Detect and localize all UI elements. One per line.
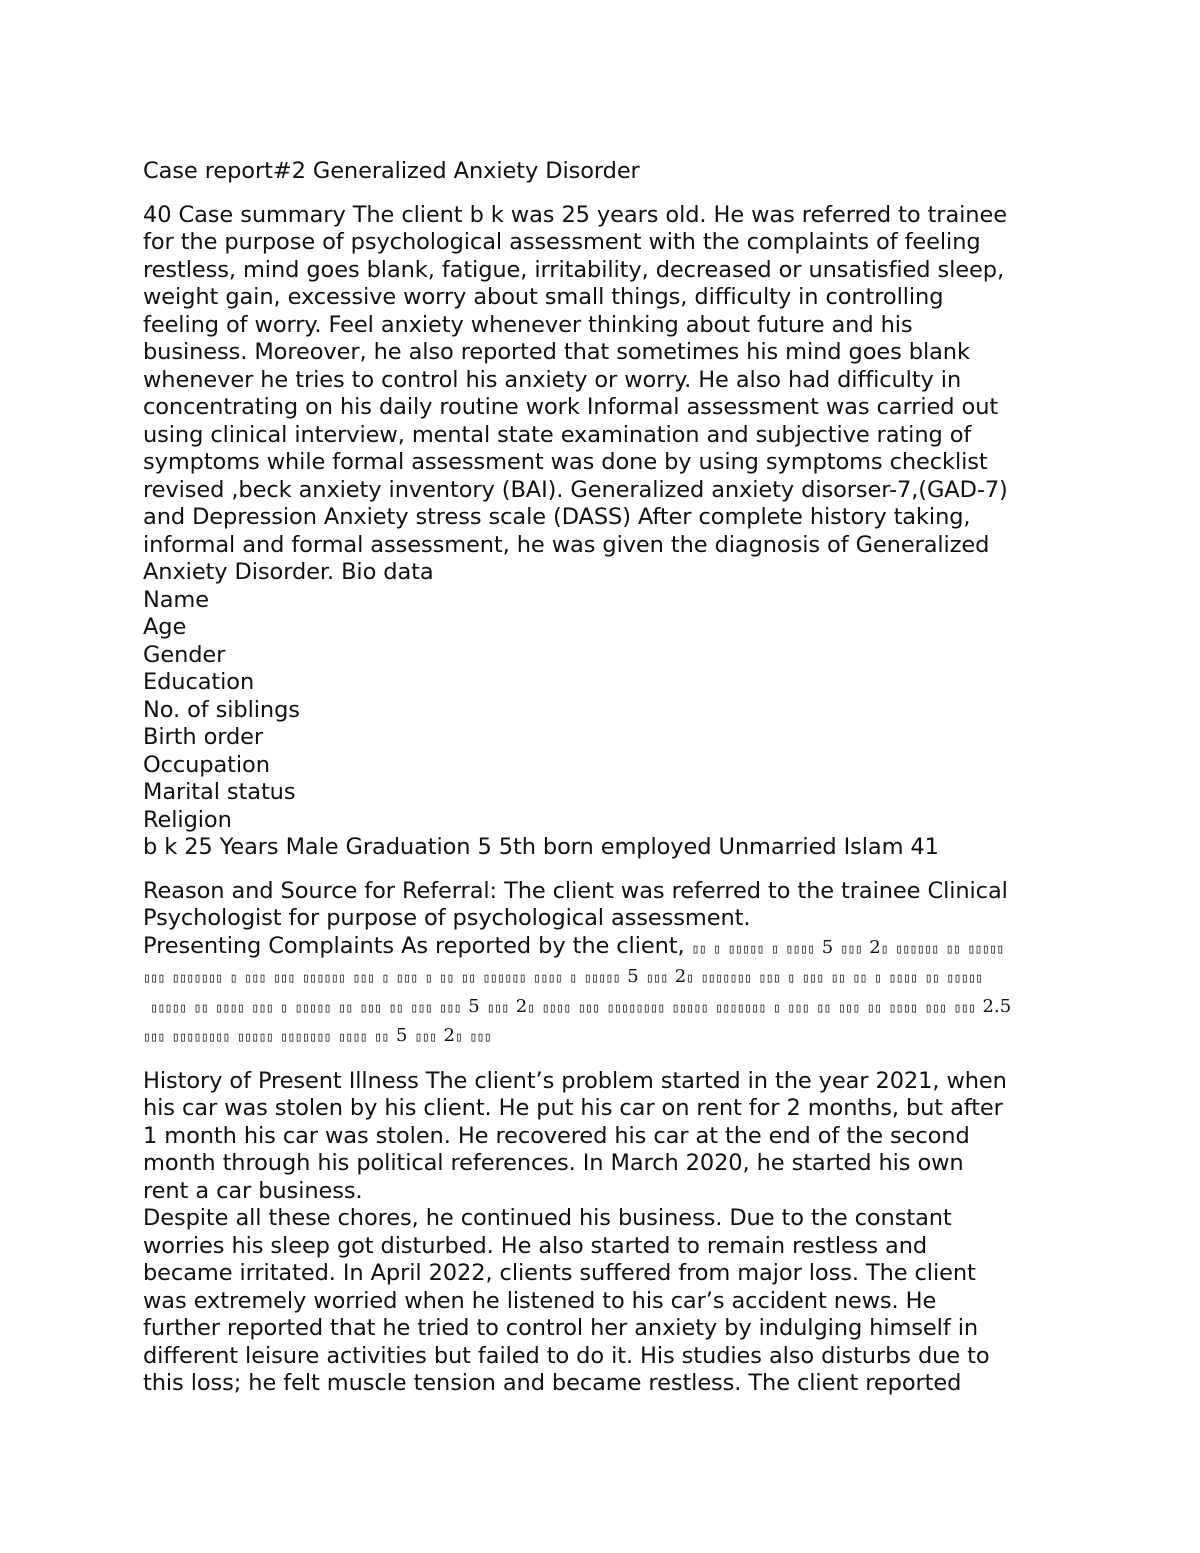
bio-label-gender: Gender — [143, 641, 226, 668]
referral-line: Psychologist for purpose of psychological assessment. — [143, 905, 751, 931]
summary-line: whenever he tries to control his anxiety or worry. He also had difficulty in — [143, 366, 962, 393]
bio-label-siblings: No. of siblings — [143, 696, 300, 723]
history-line: this loss; he felt muscle tension and became restless. The client reported — [143, 1370, 962, 1396]
history-line: became irritated. In April 2022, clients suffered from major loss. The client — [143, 1260, 976, 1286]
history-line: Despite all these chores, he continued his business. Due to the constant — [143, 1205, 952, 1231]
history-line: different leisure activities but failed to do it. His studies also disturbs due to — [143, 1342, 990, 1369]
history-line: further reported that he tried to control her anxiety by indulging himself in — [143, 1315, 979, 1341]
summary-line: business. Moreover, he also reported that sometimes his mind goes blank — [143, 339, 970, 365]
case-summary — [143, 202, 1073, 587]
summary-line: revised ,beck anxiety inventory (BAI). Generalized anxiety disorser-7,(GAD-7) — [143, 476, 1008, 503]
history-line: month through his political references. In March 2020, he started his own — [143, 1150, 964, 1176]
summary-line: using clinical interview, mental state examination and subjective rating of — [143, 421, 972, 448]
summary-line: 40 Case summary The client b k was 25 years old. He was referred to trainee — [143, 201, 1007, 228]
complaints-lead — [143, 933, 1073, 964]
referral-section — [143, 878, 1073, 933]
bio-label-occupation: Occupation — [143, 751, 270, 778]
summary-line: symptoms while formal assessment was done by using symptoms checklist — [143, 449, 988, 475]
presenting-complaints — [143, 933, 1073, 1052]
bio-data-labels — [143, 587, 1073, 862]
history-line: 1 month his car was stolen. He recovered his car at the end of the second — [143, 1122, 970, 1149]
bio-label-marital-status: Marital status — [143, 779, 296, 805]
bio-label-education: Education — [143, 669, 255, 695]
summary-line: for the purpose of psychological assessment with the complaints of feeling — [143, 229, 981, 255]
history-line: History of Present Illness The client’s problem started in the year 2021, when — [143, 1067, 1007, 1094]
unrendered-glyphs: ▯▯▯▯▯ ▯▯ ▯▯▯▯ ▯▯▯ ▯ ▯▯▯▯▯ ▯▯ ▯▯▯ ▯▯ ▯▯▯ ▯▯▯ 5 ▯▯▯ 2▯ ▯▯▯▯ ▯▯▯ ▯▯▯▯▯▯▯▯ ▯▯▯▯▯ ▯▯▯▯▯▯▯ ▯ ▯▯▯ ▯▯ ▯▯▯ ▯▯ ▯▯▯▯ ▯▯▯ ▯▯▯ 2.5 — [143, 995, 1012, 1017]
bio-label-name: Name — [143, 586, 209, 613]
referral-line: Reason and Source for Referral: The client was referred to the trainee Clinical — [143, 877, 1008, 904]
history-line: worries his sleep got disturbed. He also started to remain restless and — [143, 1232, 928, 1259]
summary-line: and Depression Anxiety stress scale (DASS) After complete history taking, — [143, 504, 971, 530]
summary-line: weight gain, excessive worry about small things, difficulty in controlling — [143, 284, 944, 310]
unrendered-glyphs: ▯▯▯ ▯▯▯▯▯▯▯▯ ▯▯▯▯▯ ▯▯▯▯▯▯▯ ▯▯▯▯ ▯▯ 5 ▯▯▯ 2▯ ▯▯▯ — [143, 1025, 492, 1046]
summary-line: Anxiety Disorder. Bio data — [143, 559, 434, 585]
history-line: his car was stolen by his client. He put his car on rent for 2 months, but after — [143, 1095, 1003, 1121]
history-line: rent a car business. — [143, 1177, 363, 1204]
document-title: Case report#2 Generalized Anxiety Disorder — [143, 158, 640, 184]
document-page — [143, 158, 1073, 1398]
unrendered-glyphs: ▯▯ ▯ ▯▯▯▯▯ ▯ ▯▯▯▯ 5 ▯▯▯ 2▯ ▯▯▯▯▯▯ ▯▯ ▯▯▯▯▯ — [691, 941, 1004, 957]
history-line: was extremely worried when he listened to his car’s accident news. He — [143, 1287, 937, 1314]
bio-label-religion: Religion — [143, 806, 232, 833]
summary-line: feeling of worry. Feel anxiety whenever thinking about future and his — [143, 311, 913, 338]
complaints-lead-text: Presenting Complaints As reported by the client, — [143, 932, 685, 959]
summary-line: concentrating on his daily routine work Informal assessment was carried out — [143, 394, 999, 420]
history-of-present-illness — [143, 1068, 1073, 1398]
bio-label-birth-order: Birth order — [143, 724, 264, 750]
unrendered-glyphs: ▯▯▯ ▯▯▯▯▯▯▯ ▯ ▯▯▯ ▯▯▯ ▯▯▯▯▯▯ ▯▯▯ ▯ ▯▯▯ ▯ ▯▯ ▯▯ ▯▯▯▯▯▯ ▯▯▯▯ ▯ ▯▯▯▯▯ 5 ▯▯▯ 2▯ ▯▯▯▯▯▯▯ ▯▯▯ ▯ ▯▯▯ ▯▯ ▯▯ ▯ ▯▯▯▯ ▯▯ ▯▯▯▯▯ — [143, 966, 983, 987]
summary-line: restless, mind goes blank, fatigue, irritability, decreased or unsatisfied sleep, — [143, 256, 1005, 283]
bio-label-age: Age — [143, 614, 187, 640]
bio-values: b k 25 Years Male Graduation 5 5th born employed Unmarried Islam 41 — [143, 834, 939, 860]
summary-line: informal and formal assessment, he was given the diagnosis of Generalized — [143, 531, 990, 558]
